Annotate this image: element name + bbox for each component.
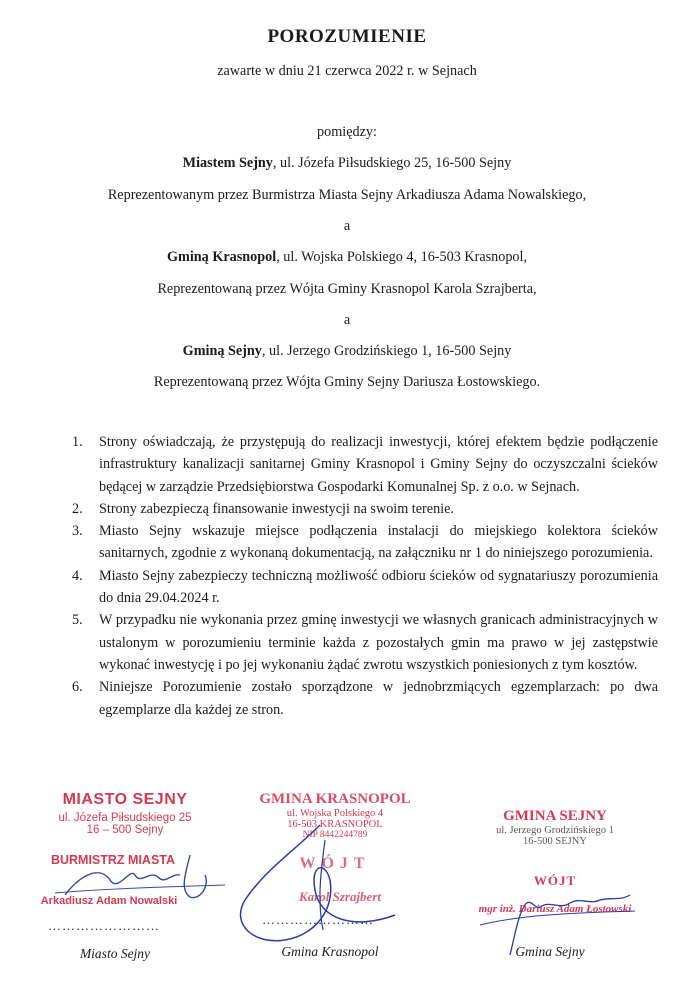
clause-number: 1. [72, 434, 83, 450]
party-2-representative: Reprezentowaną przez Wójta Gminy Krasnopol Karola Szrajberta, [157, 281, 537, 297]
party-3-name: Gminą Sejny [182, 343, 262, 359]
clause-number: 2. [72, 500, 83, 517]
clause-item [72, 520, 658, 565]
party-1 [0, 155, 694, 172]
party-1-representative: Reprezentowanym przez Burmistrza Miasta Sejny Arkadiusza Adama Nowalskiego, [107, 187, 587, 203]
clause-text: W przypadku nie wykonania przez gminę inwestycji we własnych granicach administracyjnych w ustalonym w porozumieniu terminie każda z pozostałych gmin ma prawo w jej zastępstwie wykonać inwestycję i po jej wykonaniu żądać zwrotu wszystkich poniesionych z tym kosztów. [99, 612, 658, 673]
clauses-list [72, 431, 658, 721]
stamp-name: Arkadiusz Adam Nowalski [40, 895, 178, 907]
party-2-address: , ul. Wojska Polskiego 4, 16-503 Krasnopol, [276, 249, 527, 265]
clause-text: Strony zabezpieczą finansowanie inwestycji na swoim terenie. [99, 500, 454, 517]
stamp-address-line: ul. Jerzego Grodzińskiego 1 [496, 825, 614, 836]
stamp-nip: NIP 8442244789 [302, 830, 368, 840]
stamp-name: mgr inż. Dariusz Adam Łostowski [478, 903, 632, 915]
clause-item [72, 431, 658, 498]
signature-line: …………………… [48, 918, 160, 933]
conjunction-a: a [343, 312, 351, 328]
party-2 [0, 249, 694, 266]
stamp-address-line: 16-500 SEJNY [523, 836, 587, 847]
clause-item [72, 609, 658, 676]
clause-text: Miasto Sejny wskazuje miejsce podłączenia instalacji do miejskiego kolektora ścieków sanitarnych, zgodnie z wykonaną dokumentacją, na załączniku nr 1 do niniejszego porozumienia. [99, 523, 658, 562]
signature-place-label: Miasto Sejny [79, 946, 151, 961]
conjunction-a: a [343, 218, 351, 234]
stamp-title: GMINA SEJNY [503, 808, 607, 824]
stamp-title: GMINA KRASNOPOL [259, 791, 411, 807]
signature-place-label: Gmina Krasnopol [281, 944, 379, 959]
handwritten-signature [40, 845, 230, 905]
handwritten-signature [225, 820, 415, 950]
clause-number: 3. [72, 523, 83, 540]
stamp-miasto-sejny [30, 791, 220, 836]
stamp-address-line: 16 – 500 Sejny [86, 824, 164, 836]
stamp-gmina-sejny [470, 808, 640, 847]
stamp-title: MIASTO SEJNY [62, 791, 188, 808]
stamp-address-line: ul. Wojska Polskiego 4 [286, 808, 384, 819]
stamp-name: Karol Szrajbert [299, 889, 381, 904]
clause-text: Strony oświadczają, że przystępują do realizacji inwestycji, której efektem będzie podłączenie infrastruktury kanalizacji sanitarnej Gminy Krasnopol i Gminy Sejny do oczyszczalni ścieków będącej w zarządzie Przedsiębiorstwa Gospodarki Komunalnej Sp. z o.o. w Sejnach. [99, 434, 658, 495]
clause-number: 6. [72, 679, 83, 696]
clause-number: 4. [72, 567, 83, 584]
document-subtitle: zawarte w dniu 21 czerwca 2022 r. w Sejnach [217, 63, 477, 79]
party-3 [0, 343, 694, 360]
parties-intro: pomiędzy: [317, 124, 377, 140]
clause-item [72, 565, 658, 610]
party-3-representative: Reprezentowaną przez Wójta Gminy Sejny Dariusza Łostowskiego. [153, 374, 541, 390]
clause-item [72, 498, 658, 520]
clause-number: 5. [72, 612, 83, 629]
party-1-name: Miastem Sejny [182, 155, 273, 171]
stamp-role: BURMISTRZ MIASTA [50, 853, 176, 867]
signature-place-label: Gmina Sejny [515, 944, 585, 959]
party-1-address: , ul. Józefa Piłsudskiego 25, 16-500 Sejny [272, 155, 512, 171]
stamp-role: WÓJT [299, 855, 371, 872]
clause-item [72, 676, 658, 721]
clause-text: Miasto Sejny zabezpieczy techniczną możliwość odbioru ścieków od sygnatariuszy porozumienia do dnia 29.04.2024 r. [99, 567, 658, 607]
stamp-address-line: ul. Józefa Piłsudskiego 25 [58, 812, 192, 824]
stamp-address-line: 16-503 KRASNOPOL [287, 819, 383, 830]
stamp-role: WÓJT [533, 873, 577, 888]
document-title: POROZUMIENIE [267, 26, 427, 47]
party-2-name: Gminą Krasnopol [167, 249, 277, 265]
clause-text: Niniejsze Porozumienie zostało sporządzone w jednobrzmiących egzemplarzach: po dwa egzemplarze dla każdej ze stron. [99, 679, 658, 718]
signature-line: …………………… [262, 912, 374, 927]
party-3-address: , ul. Jerzego Grodzińskiego 1, 16-500 Sejny [261, 343, 512, 359]
